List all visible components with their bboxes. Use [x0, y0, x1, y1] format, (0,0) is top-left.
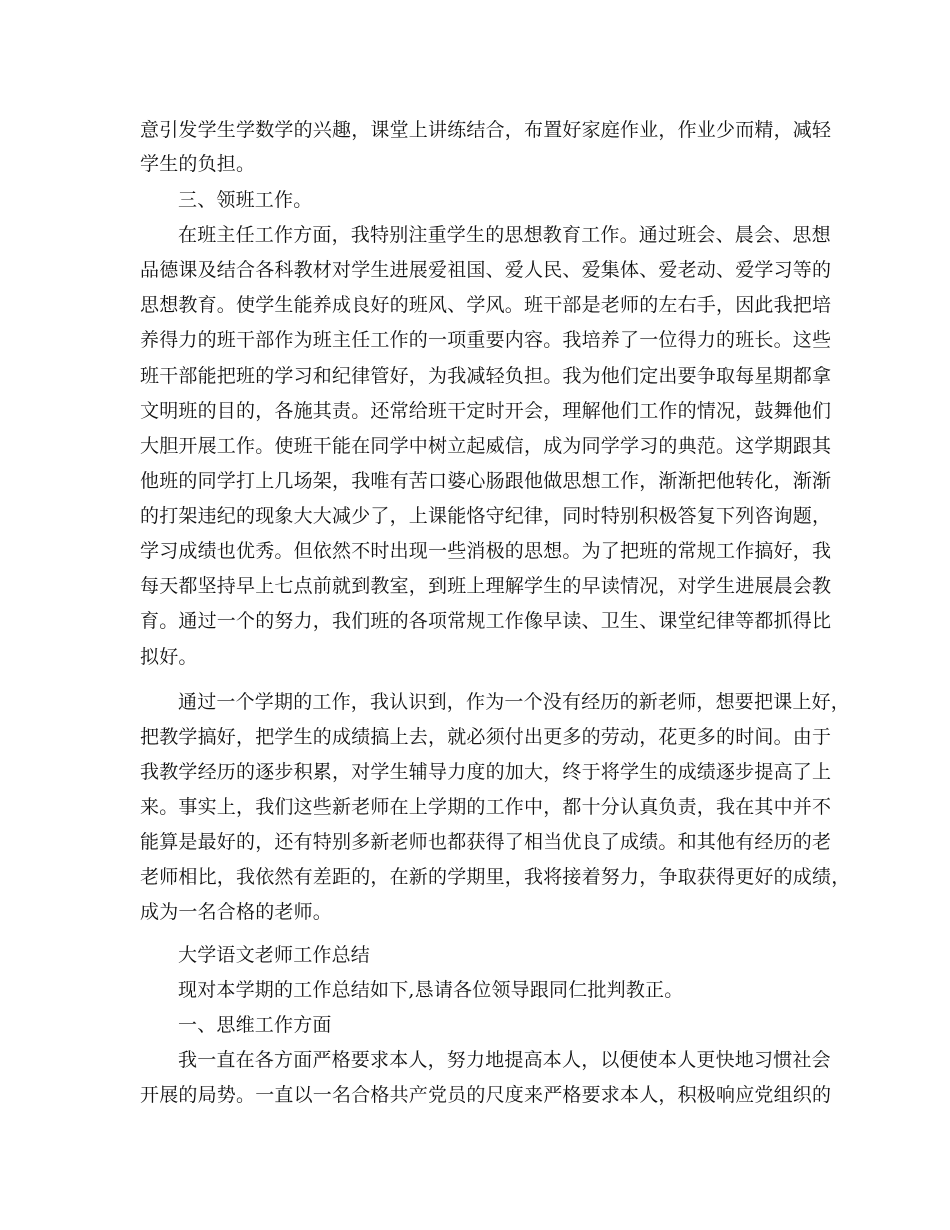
text-line: 的打架违纪的现象大大减少了，上课能恪守纪律，同时特别积极答复下列咨询题，: [140, 505, 832, 527]
text-line: 拟好。: [140, 646, 198, 668]
text-line: 来。事实上，我们这些新老师在上学期的工作中，都十分认真负责，我在其中并不: [140, 796, 832, 818]
text-line: 现对本学期的工作总结如下,恳请各位领导跟同仁批判教正。: [178, 979, 684, 1001]
text-line: 育。通过一个的努力，我们班的各项常规工作像早读、卫生、课堂纪律等都抓得比: [140, 610, 832, 632]
text-line: 意引发学生学数学的兴趣，课堂上讲练结合，布置好家庭作业，作业少而精，减轻: [140, 119, 832, 141]
document-title: 大学语文老师工作总结: [178, 944, 371, 966]
text-line: 班干部能把班的学习和纪律管好，为我减轻负担。我为他们定出要争取每星期都拿: [140, 365, 832, 387]
text-line: 成为一名合格的老师。: [140, 901, 333, 923]
text-line: 通过一个学期的工作，我认识到，作为一个没有经历的新老师，想要把课上好，: [178, 691, 851, 713]
section-heading: 三、领班工作。: [178, 189, 313, 211]
text-line: 品德课及结合各科教材对学生进展爱祖国、爱人民、爱集体、爱老动、爱学习等的: [140, 259, 832, 281]
text-line: 能算是最好的，还有特别多新老师也都获得了相当优良了成绩。和其他有经历的老: [140, 831, 832, 853]
text-line: 思想教育。使学生能养成良好的班风、学风。班干部是老师的左右手，因此我把培: [140, 294, 832, 316]
section-heading: 一、思维工作方面: [178, 1014, 332, 1036]
text-line: 我教学经历的逐步积累，对学生辅导力度的加大，终于将学生的成绩逐步提高了上: [140, 761, 832, 783]
text-line: 他班的同学打上几场架，我唯有苦口婆心肠跟他做思想工作，渐渐把他转化，渐渐: [140, 470, 832, 492]
text-line: 学生的负担。: [140, 153, 256, 175]
text-line: 老师相比，我依然有差距的，在新的学期里，我将接着努力，争取获得更好的成绩，: [140, 866, 851, 888]
text-line: 把教学搞好，把学生的成绩搞上去，就必须付出更多的劳动，花更多的时间。由于: [140, 726, 832, 748]
text-line: 我一直在各方面严格要求本人，努力地提高本人，以便使本人更快地习惯社会: [178, 1049, 831, 1071]
text-line: 养得力的班干部作为班主任工作的一项重要内容。我培养了一位得力的班长。这些: [140, 329, 832, 351]
text-line: 在班主任工作方面，我特别注重学生的思想教育工作。通过班会、晨会、思想: [178, 224, 831, 246]
text-line: 每天都坚持早上七点前就到教室，到班上理解学生的早读情况，对学生进展晨会教: [140, 575, 832, 597]
text-line: 开展的局势。一直以一名合格共产党员的尺度来严格要求本人，积极响应党组织的: [140, 1084, 832, 1106]
text-line: 文明班的目的，各施其责。还常给班干定时开会，理解他们工作的情况，鼓舞他们: [140, 400, 832, 422]
text-line: 大胆开展工作。使班干能在同学中树立起威信，成为同学学习的典范。这学期跟其: [140, 435, 832, 457]
text-line: 学习成绩也优秀。但依然不时出现一些消极的思想。为了把班的常规工作搞好，我: [140, 540, 832, 562]
